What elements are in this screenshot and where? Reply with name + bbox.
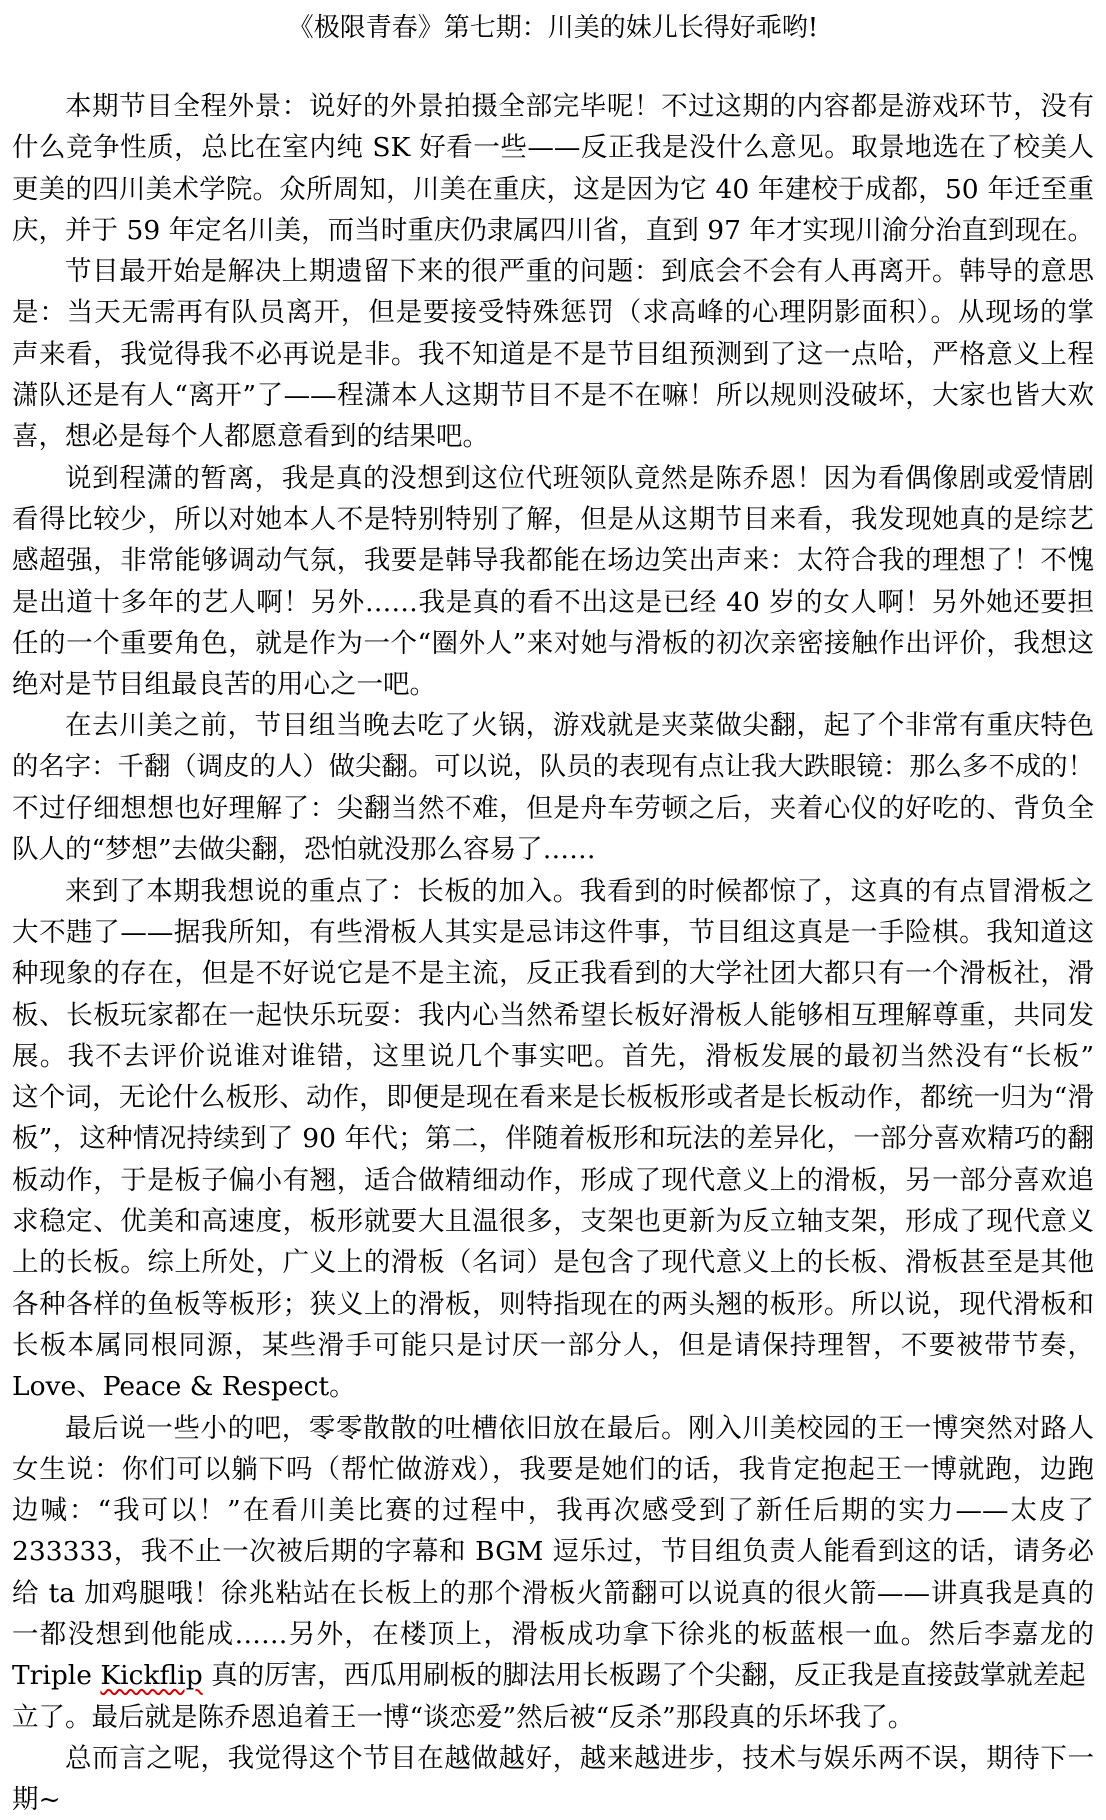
paragraph-line: 绝对是节目组最良苦的用心之一吧。 bbox=[12, 669, 436, 701]
document-title: 《极限青春》第七期：川美的妹儿长得好乖哟! bbox=[287, 13, 819, 43]
paragraph-line: 女生说：你们可以躺下吗（帮忙做游戏），我要是她们的话，我肯定抱起王一博就跑，边跑 bbox=[12, 1453, 1094, 1485]
paragraph-line: 喜，想必是每个人都愿意看到的结果吧。 bbox=[12, 421, 489, 453]
paragraph-line: 给 ta 加鸡腿哦！徐兆粘站在长板上的那个滑板火箭翻可以说真的很火箭——讲真我是真的 bbox=[12, 1577, 1094, 1609]
paragraph-line: 长板本属同根同源，某些滑手可能只是讨厌一部分人，但是请保持理智，不要被带节奏， bbox=[12, 1329, 1094, 1361]
paragraph-line: 一都没想到他能成……另外，在楼顶上，滑板成功拿下徐兆的板蓝根一血。然后李嘉龙的 bbox=[12, 1618, 1094, 1650]
paragraph-line: 本期节目全程外景：说好的外景拍摄全部完毕呢！不过这期的内容都是游戏环节，没有 bbox=[65, 91, 1094, 122]
paragraph-line: Love、Peace & Respect。 bbox=[12, 1371, 356, 1403]
paragraph-line: 节目最开始是解决上期遗留下来的很严重的问题：到底会不会有人再离开。韩导的意思 bbox=[65, 256, 1094, 288]
paragraph-line: 边喊：“我可以！”在看川美比赛的过程中，我再次感受到了新任后期的实力——太皮了 bbox=[12, 1495, 1094, 1527]
paragraph-line: 求稳定、优美和高速度，板形就要大且温很多，支架也更新为反立轴支架，形成了现代意义 bbox=[12, 1206, 1094, 1238]
paragraph-line: 的名字：千翻（调皮的人）做尖翻。可以说，队员的表现有点让我大跌眼镜：那么多不成的！ bbox=[12, 751, 1094, 782]
paragraph-text: 真的厉害，西瓜用刷板的脚法用长板踢了个尖翻，反正我是直接鼓掌就差起 bbox=[202, 1660, 1086, 1692]
paragraph-line: 来到了本期我想说的重点了：长板的加入。我看到的时候都惊了，这真的有点冒滑板之 bbox=[65, 875, 1094, 907]
paragraph-line bbox=[12, 1655, 1094, 1696]
paragraph-line: 板动作，于是板子偏小有翘，适合做精细动作，形成了现代意义上的滑板，另一部分喜欢追 bbox=[12, 1164, 1094, 1196]
paragraph-line: 庆，并于 59 年定名川美，而当时重庆仍隶属四川省，直到 97 年才实现川渝分治直到现在。 bbox=[12, 214, 1094, 246]
paragraph-line: 是：当天无需再有队员离开，但是要接受特殊惩罚（求高峰的心理阴影面积）。从现场的掌 bbox=[12, 297, 1094, 329]
spellcheck-flagged-word: Kickflip bbox=[100, 1660, 203, 1692]
paragraph-line: 说到程潇的暂离，我是真的没想到这位代班领队竟然是陈乔恩！因为看偶像剧或爱情剧 bbox=[65, 462, 1094, 494]
paragraph-line: 什么竞争性质，总比在室内纯 SK 好看一些——反正我是没什么意见。取景地选在了校美人 bbox=[12, 132, 1094, 164]
paragraph-line: 任的一个重要角色，就是作为一个“圈外人”来对她与滑板的初次亲密接触作出评价，我想这 bbox=[12, 627, 1094, 659]
paragraph-text: Triple bbox=[12, 1660, 101, 1692]
paragraph-line: 队人的“梦想”去做尖翻，恐怕就没那么容易了…… bbox=[12, 834, 596, 866]
paragraph-line: 感超强，非常能够调动气氛，我要是韩导我都能在场边笑出声来：太符合我的理想了！不愧 bbox=[12, 545, 1094, 577]
paragraph-line: 233333，我不止一次被后期的字幕和 BGM 逗乐过，节目组负责人能看到这的话，请务必 bbox=[12, 1536, 1094, 1568]
document-body bbox=[12, 86, 1094, 1820]
paragraph-line: 展。我不去评价说谁对谁错，这里说几个事实吧。首先，滑板发展的最初当然没有“长板” bbox=[12, 1040, 1094, 1072]
paragraph-line: 种现象的存在，但是不好说它是不是主流，反正我看到的大学社团大都只有一个滑板社，滑 bbox=[12, 958, 1094, 990]
paragraph-line: 声来看，我觉得我不必再说是非。我不知道是不是节目组预测到了这一点哈，严格意义上程 bbox=[12, 338, 1094, 370]
paragraph-line: 更美的四川美术学院。众所周知，川美在重庆，这是因为它 40 年建校于成都，50 年迁至重 bbox=[12, 173, 1094, 205]
paragraph-line: 最后说一些小的吧，零零散散的吐槽依旧放在最后。刚入川美校园的王一博突然对路人 bbox=[65, 1412, 1094, 1444]
paragraph-line: 板、长板玩家都在一起快乐玩耍：我内心当然希望长板好滑板人能够相互理解尊重，共同发 bbox=[12, 999, 1094, 1031]
paragraph-line: 这个词，无论什么板形、动作，即便是现在看来是长板板形或者是长板动作，都统一归为“滑 bbox=[12, 1082, 1094, 1114]
paragraph-line: 不过仔细想想也好理解了：尖翻当然不难，但是舟车劳顿之后，夹着心仪的好吃的、背负全 bbox=[12, 793, 1094, 825]
paragraph-line: 期~ bbox=[12, 1784, 61, 1816]
paragraph-line: 在去川美之前，节目组当晚去吃了火锅，游戏就是夹菜做尖翻，起了个非常有重庆特色 bbox=[65, 710, 1094, 742]
paragraph-line: 看得比较少，所以对她本人不是特别特别了解，但是从这期节目来看，我发现她真的是综艺 bbox=[12, 503, 1094, 535]
paragraph-line: 总而言之呢，我觉得这个节目在越做越好，越来越进步，技术与娱乐两不误，期待下一 bbox=[65, 1742, 1094, 1774]
paragraph-line: 潇队还是有人“离开”了——程潇本人这期节目不是不在嘛！所以规则没破坏，大家也皆大欢 bbox=[12, 380, 1094, 412]
paragraph-line: 大不韪了——据我所知，有些滑板人其实是忌讳这件事，节目组这真是一手险棋。我知道这 bbox=[12, 916, 1094, 948]
paragraph-line: 各种各样的鱼板等板形；狭义上的滑板，则特指现在的两头翘的板形。所以说，现代滑板和 bbox=[12, 1288, 1094, 1320]
paragraph-line: 是出道十多年的艺人啊！另外……我是真的看不出这是已经 40 岁的女人啊！另外她还要担 bbox=[12, 586, 1094, 618]
paragraph-line: 立了。最后就是陈乔恩追着王一博“谈恋爱”然后被“反杀”那段真的乐坏我了。 bbox=[12, 1701, 915, 1733]
paragraph-line: 上的长板。综上所处，广义上的滑板（名词）是包含了现代意义上的长板、滑板甚至是其他 bbox=[12, 1247, 1094, 1279]
paragraph-line: 板”，这种情况持续到了 90 年代；第二，伴随着板形和玩法的差异化，一部分喜欢精巧的翻 bbox=[12, 1123, 1094, 1155]
